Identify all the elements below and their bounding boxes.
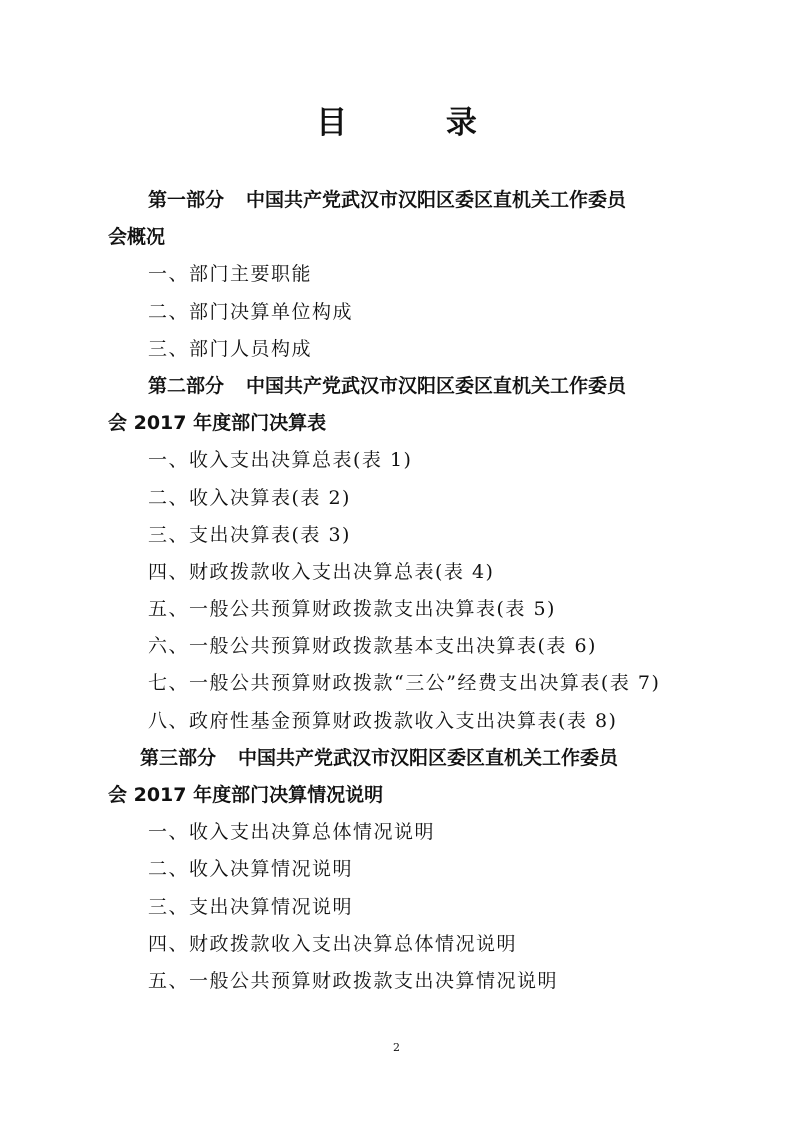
section-heading-continued: 会 2017 年度部门决算表	[108, 412, 327, 435]
section-heading	[108, 740, 708, 777]
toc-item: 二、收入决算情况说明	[148, 858, 354, 881]
section-part-label: 第二部分	[148, 374, 225, 397]
toc-item: 二、收入决算表(表 2)	[148, 486, 351, 509]
toc-item: 一、收入支出决算总表(表 1)	[148, 449, 413, 472]
toc-item: 一、部门主要职能	[148, 263, 313, 286]
toc-item: 二、部门决算单位构成	[148, 300, 354, 323]
toc-item: 四、财政拨款收入支出决算总表(表 4)	[148, 560, 495, 583]
toc-item: 七、一般公共预算财政拨款“三公”经费支出决算表(表 7)	[148, 672, 661, 695]
section-heading-text: 中国共产党武汉市汉阳区委区直机关工作委员	[246, 374, 627, 397]
toc-item: 五、一般公共预算财政拨款支出决算情况说明	[148, 969, 559, 992]
toc-item: 三、支出决算情况说明	[148, 895, 354, 918]
toc-item: 四、财政拨款收入支出决算总体情况说明	[148, 932, 518, 955]
toc-item: 六、一般公共预算财政拨款基本支出决算表(表 6)	[148, 635, 597, 658]
section-heading-continued: 会概况	[108, 226, 166, 249]
section-heading-continued: 会 2017 年度部门决算情况说明	[108, 784, 384, 806]
toc-item: 三、部门人员构成	[148, 337, 313, 360]
page-number: 2	[393, 1041, 400, 1054]
toc-item: 三、支出决算表(表 3)	[148, 523, 351, 546]
section-heading	[108, 368, 708, 405]
section-part-label: 第三部分	[140, 746, 217, 769]
page-title: 目 录	[316, 105, 521, 141]
toc-item: 八、政府性基金预算财政拨款收入支出决算表(表 8)	[148, 709, 618, 732]
toc-item: 一、收入支出决算总体情况说明	[148, 821, 436, 844]
section-heading-text: 中国共产党武汉市汉阳区委区直机关工作委员	[238, 746, 619, 769]
section-heading-text: 中国共产党武汉市汉阳区委区直机关工作委员	[246, 189, 627, 211]
section-part-label: 第一部分	[148, 189, 225, 211]
toc-item: 五、一般公共预算财政拨款支出决算表(表 5)	[148, 598, 556, 621]
table-of-contents	[108, 182, 708, 1000]
section-heading	[108, 182, 708, 219]
